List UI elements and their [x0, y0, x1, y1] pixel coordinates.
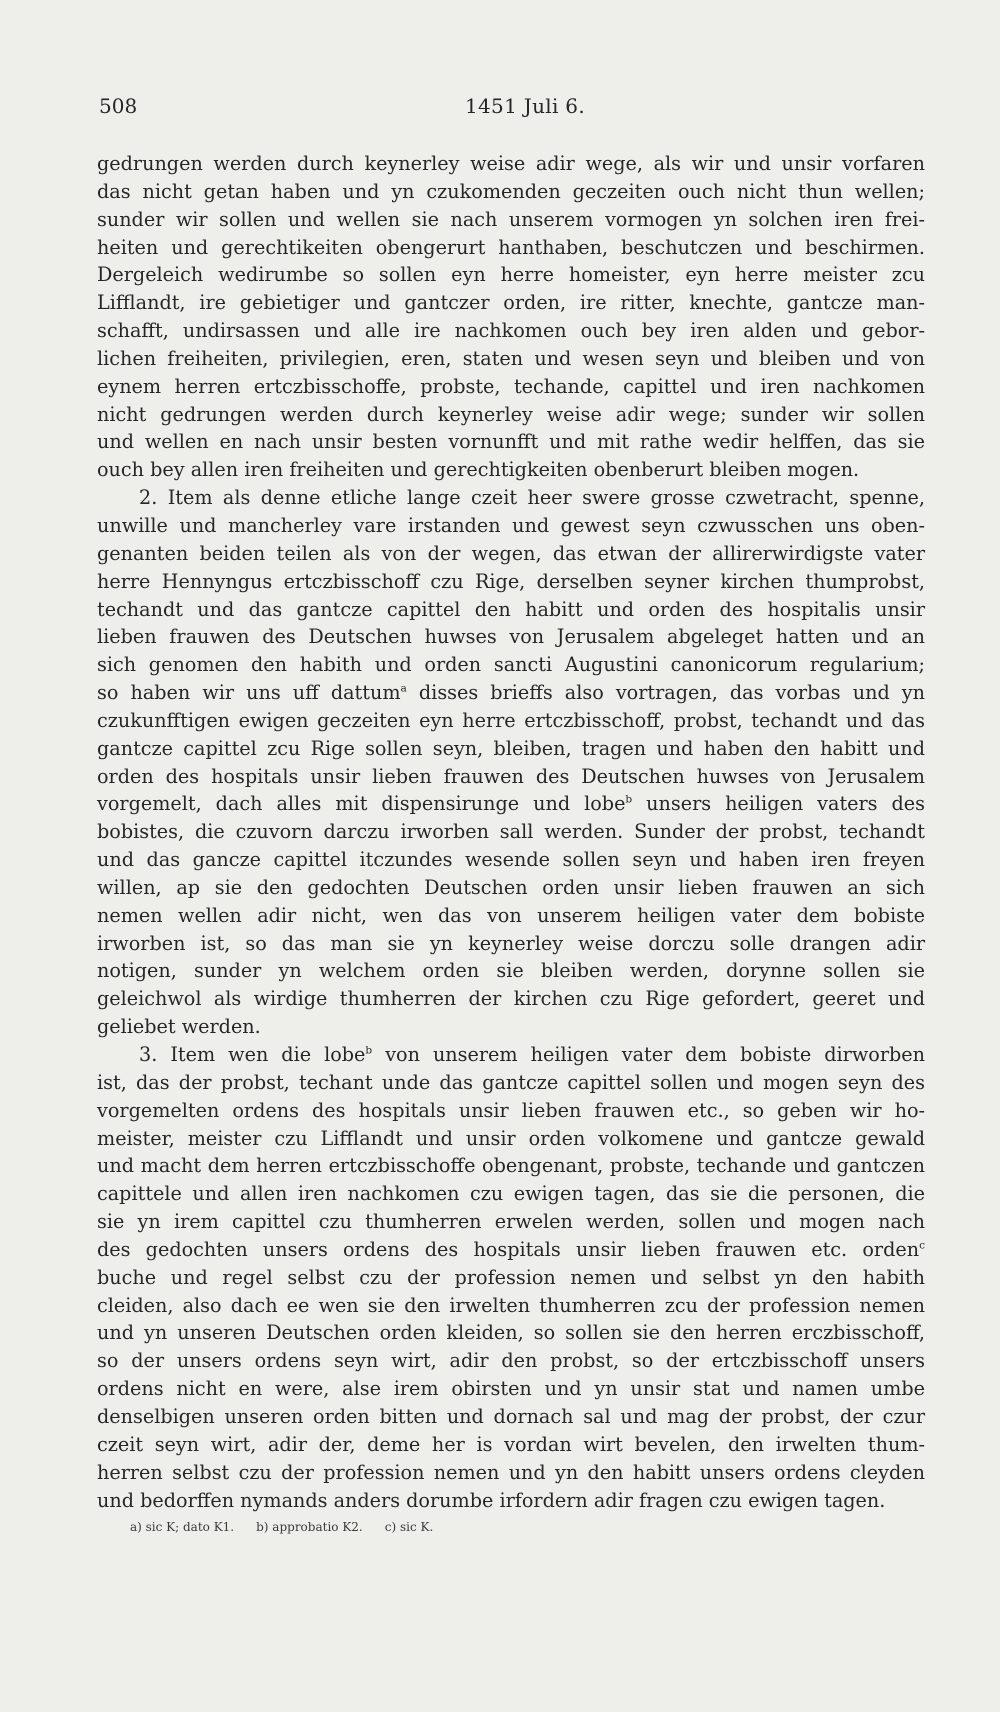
text-line [97, 735, 925, 763]
text-line [97, 289, 925, 317]
line-text: und das gancze capittel itczundes wesende sollen seyn und haben iren freyen [97, 848, 925, 872]
line-text: lieben frauwen des Deutschen huwses von Jerusalem abgeleget hatten und an [97, 625, 925, 649]
line-text: denselbigen unseren orden bitten und dornach sal und mag der probst, der czur [97, 1404, 925, 1428]
line-text: willen, ap sie den gedochten Deutschen orden unsir lieben frauwen an sich [97, 875, 925, 899]
line-text: geleichwol als wirdige thumherren der kirchen czu Rige gefordert, geeret und [97, 987, 925, 1011]
footnotes [130, 1520, 455, 1534]
line-text: Lifflandt, ire gebietiger und gantczer orden, ire ritter, knechte, gantcze man- [97, 291, 925, 315]
text-line [97, 317, 925, 345]
line-text: das nicht getan haben und yn czukomenden geczeiten ouch nicht thun wellen; [97, 179, 925, 203]
text-line [97, 1069, 925, 1097]
line-text: vorgemelt, dach alles mit dispensirunge und lobe [97, 792, 626, 816]
text-line [97, 428, 925, 456]
line-text: vorgemelten ordens des hospitals unsir lieben frauwen etc., so geben wir ho- [97, 1098, 925, 1122]
text-line [97, 623, 925, 651]
text-line [97, 1487, 925, 1515]
text-line [97, 345, 925, 373]
line-text: und yn unseren Deutschen orden kleiden, so sollen sie den herren erczbisschoff, [97, 1321, 925, 1345]
text-line [97, 1152, 925, 1180]
line-text: und wellen en nach unsir besten vornunfft und mit rathe wedir helffen, das sie [97, 430, 925, 454]
text-line [97, 902, 925, 930]
text-line [97, 1375, 925, 1403]
text-line [97, 540, 925, 568]
text-line [97, 763, 925, 791]
text-line [97, 818, 925, 846]
line-text: orden des hospitals unsir lieben frauwen des Deutschen huwses von Jerusalem [97, 764, 925, 788]
line-text: ordens nicht en were, alse irem obirsten und yn unsir stat und namen umbe [97, 1377, 925, 1401]
text-line [97, 261, 925, 289]
text-line [97, 178, 925, 206]
line-text: meister, meister czu Lifflandt und unsir orden volkomene und gantcze gewald [97, 1126, 925, 1150]
line-text: techandt und das gantcze capittel den habitt und orden des hospitalis unsir [97, 597, 925, 621]
line-text: cleiden, also dach ee wen sie den irwelten thumherren zcu der profession nemen [97, 1293, 925, 1317]
footnote-marker: b [625, 794, 633, 807]
text-line [97, 1431, 925, 1459]
text-line [97, 790, 925, 818]
line-text: nicht gedrungen werden durch keynerley weise adir wege; sunder wir sollen [97, 402, 925, 426]
text-line [97, 707, 925, 735]
footnote-marker: c [919, 1239, 925, 1252]
text-line [97, 484, 925, 512]
footnote: a) sic K; dato K1. [130, 1520, 235, 1534]
text-line [97, 401, 925, 429]
line-text: so haben wir uns uff dattum [97, 681, 401, 705]
text-line [97, 596, 925, 624]
text-line [97, 1125, 925, 1153]
line-text: und macht dem herren ertczbisschoffe obengenant, probste, techande und gantczen [97, 1154, 925, 1178]
line-text: herren selbst czu der profession nemen und yn den habitt unsers ordens cleyden [97, 1460, 925, 1484]
text-line [97, 874, 925, 902]
line-text: 2. Item als denne etliche lange czeit heer swere grosse czwetracht, spenne, [139, 486, 925, 510]
text-line [97, 1459, 925, 1487]
text-line [97, 651, 925, 679]
line-text: genanten beiden teilen als von der wegen, das etwan der allirerwirdigste vater [97, 541, 925, 565]
line-text-continued: disses brieffs also vortragen, das vorbas und yn [406, 681, 925, 705]
text-line [97, 1403, 925, 1431]
text-line [97, 234, 925, 262]
line-text: so der unsers ordens seyn wirt, adir den probst, so der ertczbisschoff unsers [97, 1349, 925, 1373]
line-text: buche und regel selbst czu der profession nemen und selbst yn den habith [97, 1265, 925, 1289]
footnote-marker: b [365, 1044, 373, 1057]
text-line [97, 1013, 925, 1041]
running-head [99, 94, 925, 124]
line-text: bobistes, die czuvorn darczu irworben sall werden. Sunder der probst, techandt [97, 820, 925, 844]
line-text: sunder wir sollen und wellen sie nach unserem vormogen yn solchen iren frei- [97, 207, 925, 231]
text-line [97, 568, 925, 596]
text-line [97, 1208, 925, 1236]
line-text: czeit seyn wirt, adir der, deme her is vordan wirt bevelen, den irwelten thum- [97, 1432, 925, 1456]
line-text: lichen freiheiten, privilegien, eren, staten und wesen seyn und bleiben und von [97, 346, 925, 370]
text-line [97, 1041, 925, 1069]
body-text [97, 150, 925, 1514]
text-line [97, 985, 925, 1013]
line-text: ouch bey allen iren freiheiten und gerechtigkeiten obenberurt bleiben mogen. [97, 458, 860, 482]
text-line [97, 456, 925, 484]
line-text-continued: von unserem heiligen vater dem bobiste dirworben [372, 1043, 926, 1066]
line-text: unwille und mancherley vare irstanden und gewest seyn czwusschen uns oben- [97, 513, 925, 537]
line-text: geliebet werden. [97, 1015, 261, 1039]
running-title: 1451 Juli 6. [465, 94, 585, 118]
text-line [97, 1347, 925, 1375]
line-text: herre Hennyngus ertczbisschoff czu Rige, derselben seyner kirchen thumprobst, [97, 569, 925, 593]
text-line [97, 206, 925, 234]
line-text: eynem herren ertczbisschoffe, probste, techande, capittel und iren nachkomen [97, 374, 925, 398]
line-text: sich genomen den habith und orden sancti Augustini canonicorum regularium; [97, 653, 925, 677]
line-text: gantcze capittel zcu Rige sollen seyn, bleiben, tragen und haben den habitt und [97, 736, 925, 760]
line-text: schafft, undirsassen und alle ire nachkomen ouch bey iren alden und gebor- [97, 319, 925, 343]
text-line [97, 679, 925, 707]
text-line [97, 846, 925, 874]
line-text-continued: unsers heiligen vaters des [632, 792, 925, 816]
text-line [97, 1236, 925, 1264]
text-line [97, 957, 925, 985]
footnote: b) approbatio K2. [256, 1520, 363, 1534]
line-text: czukunfftigen ewigen geczeiten eyn herre ertczbisschoff, probst, techandt und das [97, 708, 925, 732]
line-text: gedrungen werden durch keynerley weise adir wege, als wir und unsir vorfaren [97, 152, 925, 175]
text-line [97, 150, 925, 178]
line-text: nemen wellen adir nicht, wen das von unserem heiligen vater dem bobiste [97, 903, 925, 927]
line-text: ist, das der probst, techant unde das gantcze capittel sollen und mogen seyn des [97, 1070, 925, 1094]
text-line [97, 1264, 925, 1292]
page-number: 508 [99, 94, 138, 118]
line-text: sie yn irem capittel czu thumherren erwelen werden, sollen und mogen nach [97, 1210, 925, 1234]
line-text: des gedochten unsers ordens des hospitals unsir lieben frauwen etc. orden [97, 1237, 920, 1261]
text-line [97, 1097, 925, 1125]
line-text: notigen, sunder yn welchem orden sie bleiben werden, dorynne sollen sie [97, 959, 925, 983]
text-line [97, 373, 925, 401]
line-text: und bedorffen nymands anders dorumbe irfordern adir fragen czu ewigen tagen. [97, 1488, 886, 1512]
text-line [97, 1292, 925, 1320]
line-text: Dergeleich wedirumbe so sollen eyn herre homeister, eyn herre meister zcu [97, 263, 925, 287]
footnote-marker: a [400, 682, 407, 695]
line-text: irworben ist, so das man sie yn keynerley weise dorczu solle drangen adir [97, 931, 925, 955]
text-line [97, 512, 925, 540]
text-line [97, 1180, 925, 1208]
footnote: c) sic K. [384, 1520, 434, 1534]
line-text: capittele und allen iren nachkomen czu ewigen tagen, das sie die personen, die [97, 1182, 925, 1206]
line-text: 3. Item wen die lobe [139, 1043, 366, 1066]
text-line [97, 1319, 925, 1347]
line-text: heiten und gerechtikeiten obengerurt hanthaben, beschutczen und beschirmen. [97, 235, 925, 259]
text-line [97, 930, 925, 958]
